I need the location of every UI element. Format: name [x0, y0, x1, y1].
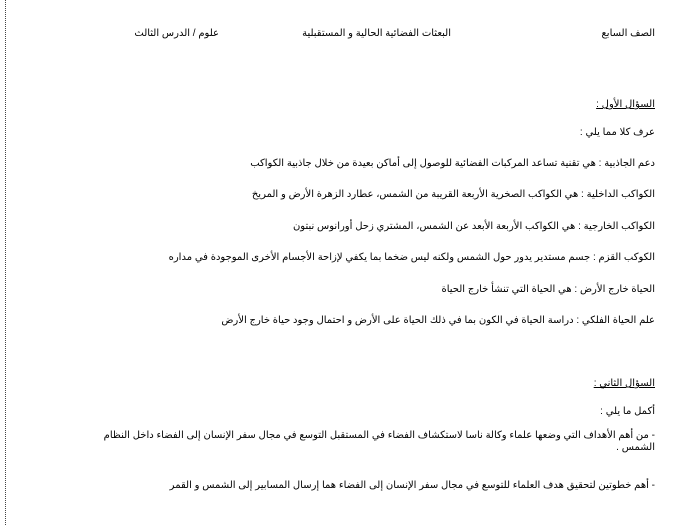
definition-item: دعم الجاذبية : هي تقنية تساعد المركبات الفضائية للوصول إلى أماكن بعيدة من خلال جاذبية الكواكب	[250, 158, 655, 169]
definition-item: الكوكب القزم : جسم مستدير يدور حول الشمس ولكنه ليس ضخما بما يكفي لإزاحة الأجسام الأخرى الموجودة في مداره	[168, 252, 655, 263]
question-2-title: السؤال الثاني :	[593, 378, 655, 389]
question-2-instruction: أكمل ما يلي :	[600, 406, 655, 417]
page-border	[5, 0, 6, 525]
subject-lesson: علوم / الدرس الثالث	[134, 28, 219, 39]
question-1-instruction: عرف كلا مما يلي :	[579, 127, 655, 138]
unit-title: البعثات الفضائية الحالية و المستقبلية	[302, 28, 451, 39]
definition-item: الحياة خارج الأرض : هي الحياة التي تنشأ خارج الحياة	[441, 284, 655, 295]
completion-item: - أهم خطوتين لتحقيق هدف العلماء للتوسع في مجال سفر الإنسان إلى الفضاء هما إرسال المسابير إلى الشمس و القمر	[169, 480, 655, 491]
completion-item: - من أهم الأهداف التي وضعها علماء وكالة ناسا لاستكشاف الفضاء في المستقبل التوسع في مجال سفر الإنسان إلى الفضاء داخل النظام الشمس .	[103, 430, 655, 453]
definition-item: الكواكب الداخلية : هي الكواكب الصخرية الأربعة القريبة من الشمس، عطارد الزهرة الأرض و المريخ	[251, 189, 655, 200]
definition-item: الكواكب الخارجية : هي الكواكب الأربعة الأبعد عن الشمس، المشتري زحل أورانوس نبتون	[292, 221, 655, 232]
grade-label: الصف السابع	[601, 28, 655, 39]
page-header	[0, 28, 690, 44]
question-1-title: السؤال الأول :	[596, 99, 655, 110]
definition-item: علم الحياة الفلكي : دراسة الحياة في الكون بما في ذلك الحياة على الأرض و احتمال وجود حياة خارج الأرض	[221, 315, 655, 326]
